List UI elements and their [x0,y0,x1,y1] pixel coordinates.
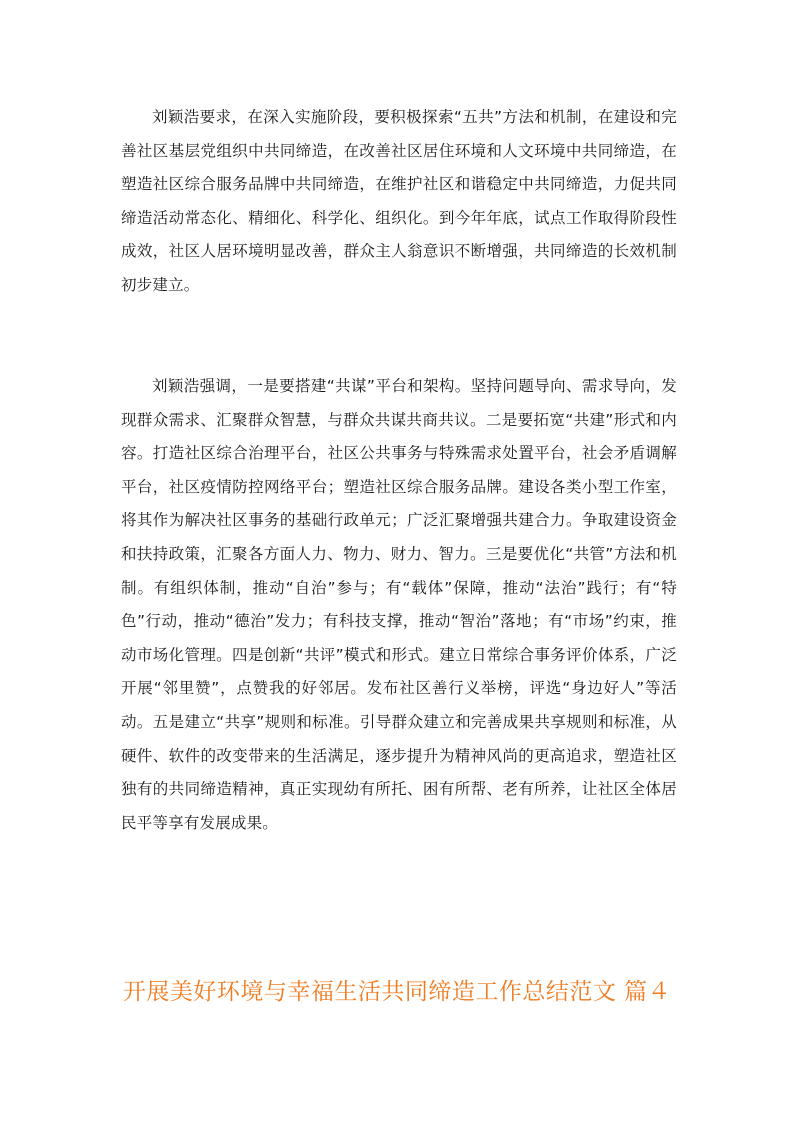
body-paragraph-1: 刘颖浩要求，在深入实施阶段，要积极探索“五共”方法和机制，在建设和完善社区基层党组织中共同缔造，在改善社区居住环境和人文环境中共同缔造，在塑造社区综合服务品牌中共同缔造，在维护社区和谐稳定中共同缔造，力促共同缔造活动常态化、精细化、科学化、组织化。到今年年底，试点工作取得阶段性成效，社区人居环境明显改善，群众主人翁意识不断增强，共同缔造的长效机制初步建立。 [121,108,677,294]
section-heading: 开展美好环境与幸福生活共同缔造工作总结范文 篇４ [122,979,672,1005]
body-paragraph-2: 刘颖浩强调，一是要搭建“共谋”平台和架构。坚持问题导向、需求导向，发现群众需求、汇聚群众智慧，与群众共谋共商共议。二是要拓宽“共建”形式和内容。打造社区综合治理平台，社区公共事务与特殊需求处置平台，社会矛盾调解平台，社区疫情防控网络平台；塑造社区综合服务品牌。建设各类小型工作室，将其作为解决社区事务的基础行政单元；广泛汇聚增强共建合力。争取建设资金和扶持政策，汇聚各方面人力、物力、财力、智力。三是要优化“共管”方法和机制。有组织体制，推动“自治”参与；有“载体”保障，推动“法治”践行；有“特色”行动，推动“德治”发力；有科技支撑，推动“智治”落地；有“市场”约束，推动市场化管理。四是创新“共评”模式和形式。建立日常综合事务评价体系，广泛开展“邻里赞”，点赞我的好邻居。发布社区善行义举榜，评选“身边好人”等活动。五是建立“共享”规则和标准。引导群众建立和完善成果共享规则和标准，从硬件、软件的改变带来的生活满足，逐步提升为精神风尚的更高追求，塑造社区独有的共同缔造精神，真正实现幼有所托、困有所帮、老有所养，让社区全体居民平等享有发展成果。 [121,377,678,832]
